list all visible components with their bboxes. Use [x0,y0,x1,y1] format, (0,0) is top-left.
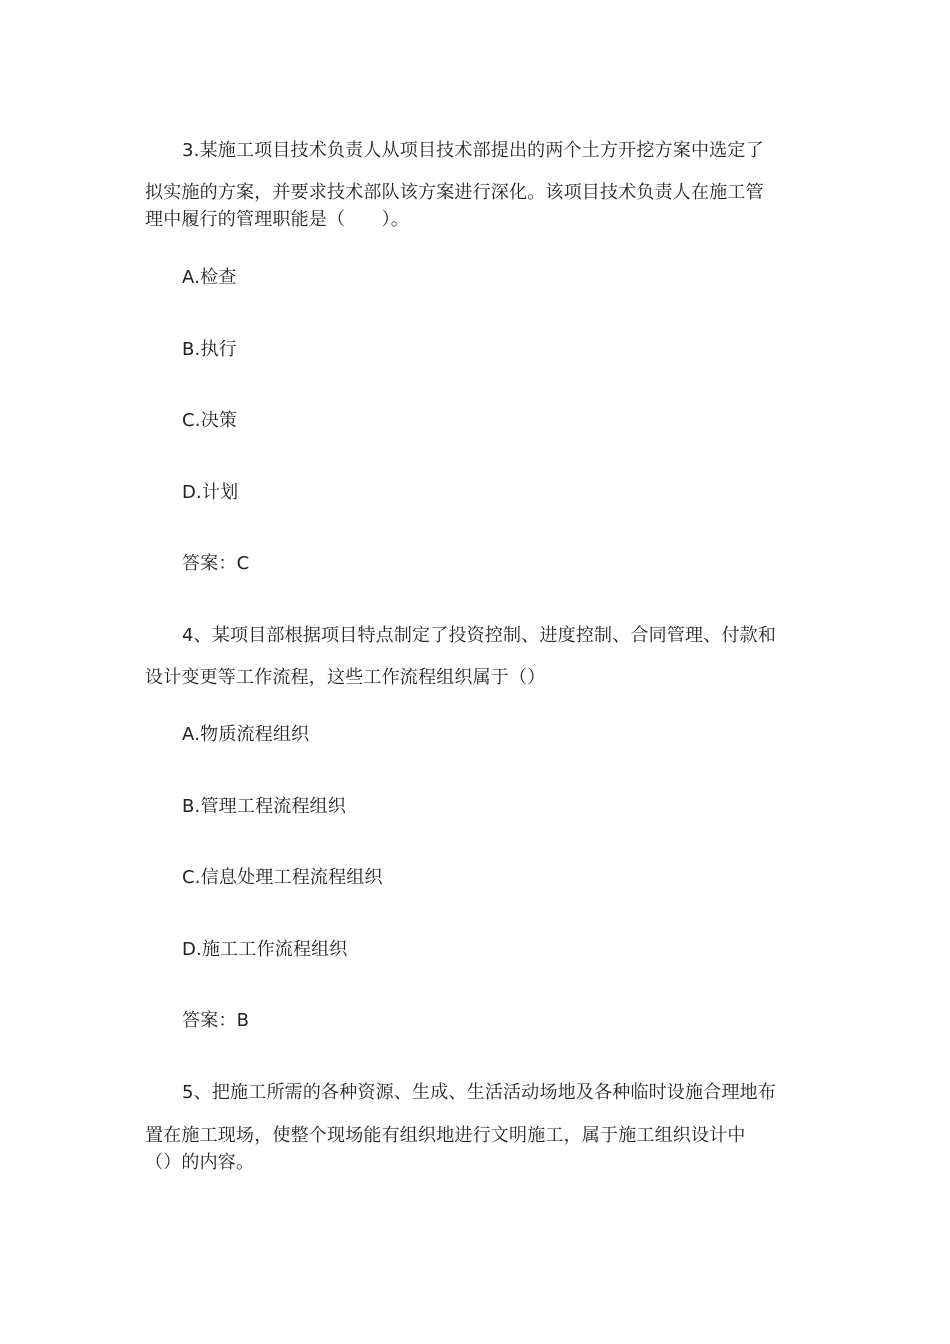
question-3-stem-line-3: 理中履行的管理职能是（ ）。 [145,209,409,230]
question-4-stem-line-2: 设计变更等工作流程，这些工作流程组织属于（） [145,667,546,688]
question-3-stem-line-1: 3.某施工项目技术负责人从项目技术部提出的两个土方开挖方案中选定了 [182,140,764,161]
question-3-option-b: B.执行 [182,339,237,360]
question-3-stem-line-2: 拟实施的方案，并要求技术部队该方案进行深化。该项目技术负责人在施工管 [145,182,764,203]
question-4-option-c: C.信息处理工程流程组织 [182,867,383,888]
question-4-option-d: D.施工工作流程组织 [182,939,348,960]
question-5-stem-line-1: 5、把施工所需的各种资源、生成、生活活动场地及各种临时设施合理地布 [182,1082,777,1103]
question-5-stem-line-2: 置在施工现场，使整个现场能有组织地进行文明施工，属于施工组织设计中 [145,1125,746,1146]
question-4-option-a: A.物质流程组织 [182,724,310,745]
question-5-stem-line-3: （）的内容。 [145,1152,255,1173]
question-4-answer: 答案：B [182,1010,250,1031]
question-3-answer: 答案：C [182,553,250,574]
question-3-option-c: C.决策 [182,410,238,431]
question-3-option-a: A.检查 [182,267,237,288]
question-4-option-b: B.管理工程流程组织 [182,796,347,817]
question-3-option-d: D.计划 [182,482,239,503]
question-4-stem-line-1: 4、某项目部根据项目特点制定了投资控制、进度控制、合同管理、付款和 [182,625,777,646]
